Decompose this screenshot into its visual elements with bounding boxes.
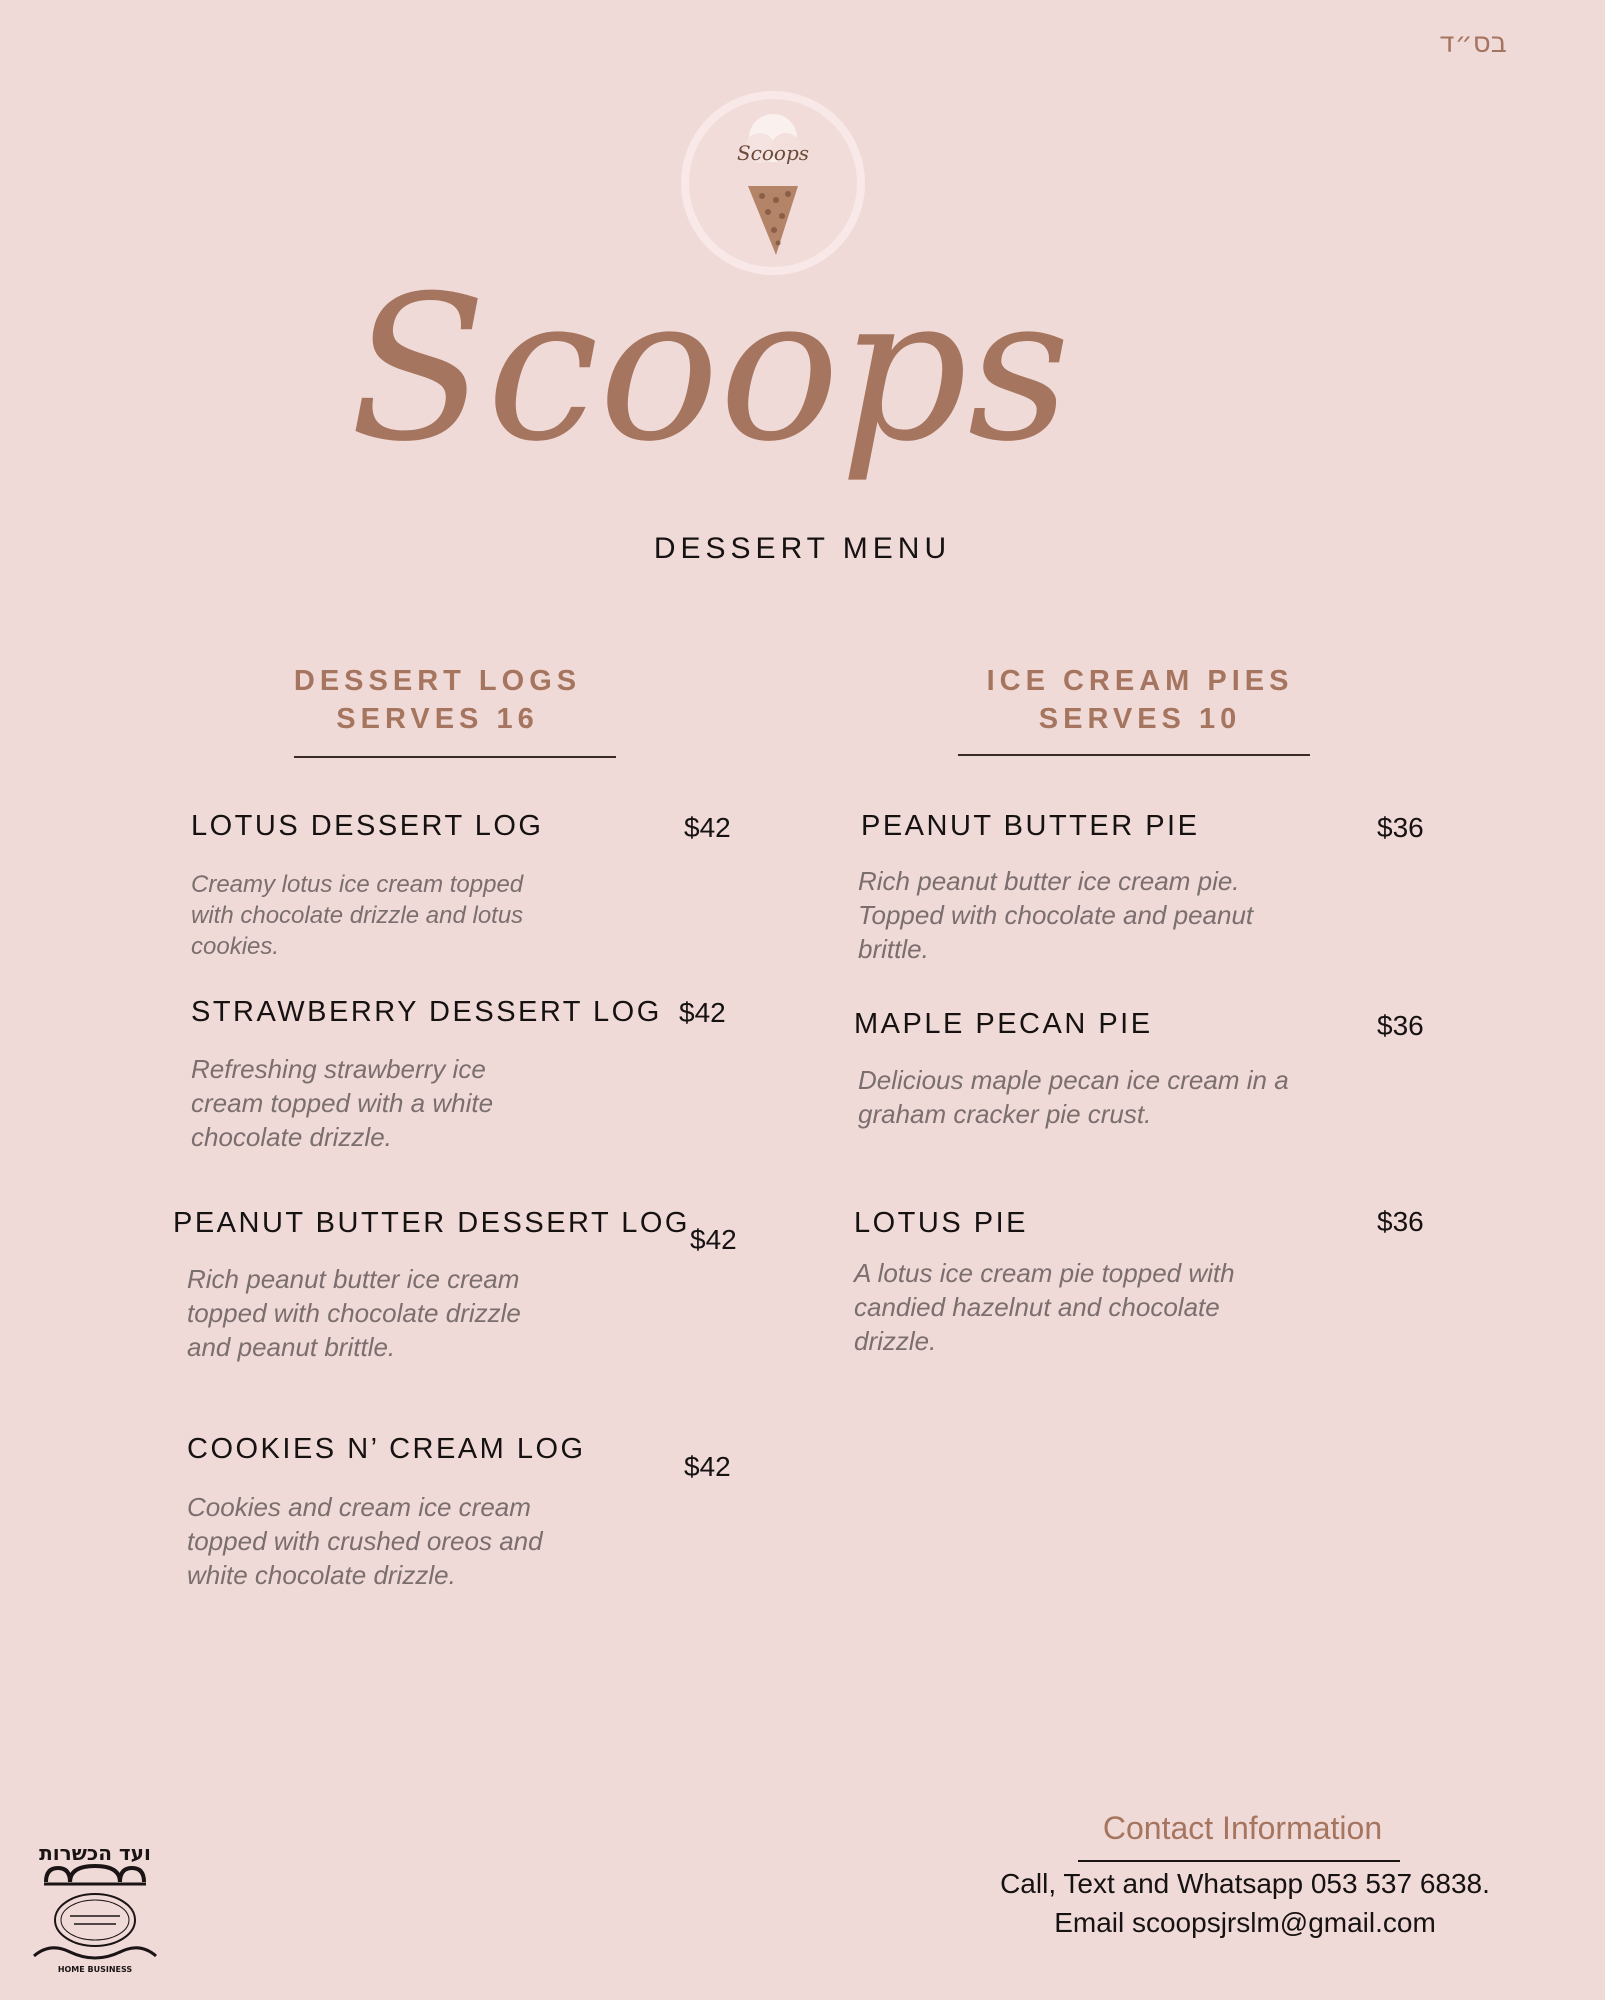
kosher-certification-seal xyxy=(30,1838,160,1978)
section-title-line2: SERVES 16 xyxy=(336,703,539,735)
menu-item-price: $42 xyxy=(679,997,726,1028)
desc-line: graham cracker pie crust. xyxy=(858,1099,1152,1129)
logo-text: Scoops xyxy=(736,141,810,165)
seal-bottom-text: HOME BUSINESS xyxy=(57,1965,133,1974)
desc-line: white chocolate drizzle. xyxy=(187,1560,456,1590)
menu-item-description xyxy=(858,864,1358,966)
page-title: DESSERT MENU xyxy=(653,532,952,565)
desc-line: Delicious maple pecan ice cream in a xyxy=(858,1065,1289,1095)
menu-item-description xyxy=(854,1256,1354,1358)
section-title-line2: SERVES 10 xyxy=(1038,703,1242,735)
menu-item-description xyxy=(187,1262,627,1364)
contact-title: Contact Information xyxy=(1102,1810,1383,1846)
section-title-line1: DESSERT LOGS xyxy=(293,665,582,697)
menu-item-price: $42 xyxy=(684,812,731,843)
desc-line: topped with chocolate drizzle xyxy=(187,1298,521,1328)
contact-email[interactable]: Email scoopsjrslm@gmail.com xyxy=(1054,1907,1436,1938)
contact-phone: Call, Text and Whatsapp 053 537 6838. xyxy=(1000,1868,1490,1899)
section-title-dessert-logs xyxy=(290,662,585,738)
contact-divider xyxy=(1078,1860,1400,1862)
desc-line: Rich peanut butter ice cream pie. xyxy=(858,866,1240,896)
section-divider xyxy=(294,756,616,758)
menu-item-description xyxy=(191,1052,631,1154)
desc-line: cream topped with a white xyxy=(191,1088,494,1118)
desc-line: brittle. xyxy=(858,934,929,964)
section-divider xyxy=(958,754,1310,756)
menu-item-price: $36 xyxy=(1377,812,1424,843)
menu-item-name: MAPLE PECAN PIE xyxy=(854,1008,1153,1040)
desc-line: chocolate drizzle. xyxy=(191,1122,392,1152)
desc-line: topped with crushed oreos and xyxy=(187,1526,543,1556)
menu-item-name: PEANUT BUTTER PIE xyxy=(861,810,1200,842)
menu-item-name: PEANUT BUTTER DESSERT LOG xyxy=(173,1207,690,1239)
desc-line: and peanut brittle. xyxy=(187,1332,396,1362)
menu-item-description xyxy=(858,1063,1378,1131)
desc-line: Topped with chocolate and peanut xyxy=(858,900,1254,930)
brand-script-text: Scoops xyxy=(349,253,1071,486)
desc-line: cookies. xyxy=(191,933,280,960)
section-title-line1: ICE CREAM PIES xyxy=(986,665,1294,697)
desc-line: candied hazelnut and chocolate xyxy=(854,1292,1220,1322)
menu-item-price: $36 xyxy=(1377,1010,1424,1041)
menu-item-name: STRAWBERRY DESSERT LOG xyxy=(191,996,662,1028)
desc-line: with chocolate drizzle and lotus xyxy=(191,902,524,929)
section-title-ice-cream-pies xyxy=(980,662,1300,738)
menu-item-price: $36 xyxy=(1377,1206,1424,1237)
menu-item-name: COOKIES N’ CREAM LOG xyxy=(187,1433,586,1465)
seal-top-text: ועד הכשרות xyxy=(39,1841,151,1865)
menu-item-name: LOTUS PIE xyxy=(854,1207,1028,1239)
desc-line: Creamy lotus ice cream topped xyxy=(191,871,524,898)
desc-line: Refreshing strawberry ice xyxy=(191,1054,486,1084)
desc-line: Cookies and cream ice cream xyxy=(187,1492,531,1522)
menu-item-price: $42 xyxy=(690,1224,737,1255)
brand-script-title xyxy=(349,228,1071,528)
menu-item-name: LOTUS DESSERT LOG xyxy=(191,810,544,842)
menu-item-price: $42 xyxy=(684,1451,731,1482)
bsd-mark: בס״ד xyxy=(1439,26,1507,59)
menu-item-description xyxy=(187,1490,627,1592)
menu-item-description xyxy=(191,869,631,962)
desc-line: A lotus ice cream pie topped with xyxy=(854,1258,1235,1288)
desc-line: Rich peanut butter ice cream xyxy=(187,1264,520,1294)
desc-line: drizzle. xyxy=(854,1326,937,1356)
